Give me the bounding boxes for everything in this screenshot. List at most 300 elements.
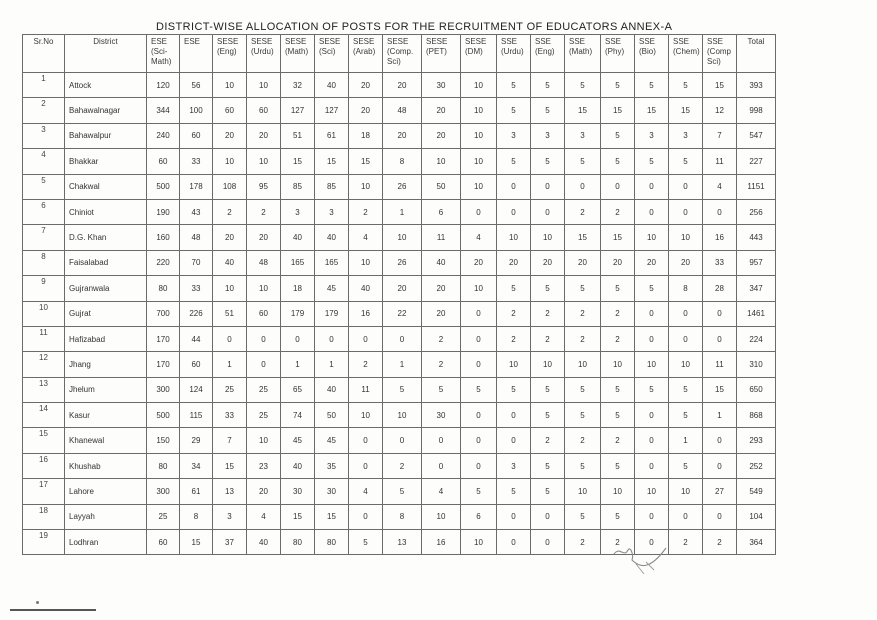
posts-count-cell: 179 (281, 301, 315, 326)
posts-count-cell: 1 (703, 403, 737, 428)
posts-count-cell: 0 (383, 326, 422, 351)
table-row (23, 301, 776, 326)
posts-count-cell: 45 (281, 428, 315, 453)
posts-count-cell: 1 (213, 352, 247, 377)
posts-count-cell: 60 (147, 530, 180, 555)
table-row (23, 123, 776, 148)
posts-count-cell: 85 (315, 174, 349, 199)
posts-count-cell: 5 (497, 276, 531, 301)
posts-count-cell: 0 (461, 428, 497, 453)
posts-count-cell: 10 (461, 174, 497, 199)
posts-count-cell: 15 (601, 225, 635, 250)
posts-count-cell: 0 (461, 301, 497, 326)
column-header: SSE (Chem) (669, 35, 703, 73)
district-name-cell: Attock (65, 73, 147, 98)
district-name-cell: Jhang (65, 352, 147, 377)
posts-count-cell: 0 (497, 428, 531, 453)
posts-count-cell: 5 (531, 73, 565, 98)
posts-count-cell: 20 (383, 123, 422, 148)
posts-count-cell: 20 (601, 250, 635, 275)
posts-count-cell: 10 (635, 225, 669, 250)
posts-count-cell: 0 (635, 428, 669, 453)
posts-count-cell: 5 (497, 73, 531, 98)
posts-count-cell: 0 (703, 504, 737, 529)
posts-count-cell: 10 (213, 149, 247, 174)
posts-count-cell: 300 (147, 479, 180, 504)
posts-count-cell: 45 (315, 276, 349, 301)
column-header: SESE (PET) (422, 35, 461, 73)
posts-count-cell: 10 (349, 250, 383, 275)
posts-count-cell: 2 (383, 453, 422, 478)
posts-count-cell: 10 (422, 149, 461, 174)
column-header: SSE (Phy) (601, 35, 635, 73)
posts-count-cell: 85 (281, 174, 315, 199)
serial-number-cell: 11 (23, 326, 65, 351)
posts-count-cell: 20 (497, 250, 531, 275)
posts-count-cell: 15 (281, 149, 315, 174)
posts-count-cell: 10 (497, 225, 531, 250)
posts-count-cell: 0 (247, 326, 281, 351)
posts-count-cell: 0 (703, 301, 737, 326)
serial-number-cell: 6 (23, 199, 65, 224)
posts-count-cell: 43 (180, 199, 213, 224)
total-cell: 224 (737, 326, 776, 351)
posts-count-cell: 30 (281, 479, 315, 504)
table-row (23, 403, 776, 428)
table-row (23, 504, 776, 529)
posts-count-cell: 10 (669, 479, 703, 504)
posts-count-cell: 60 (147, 149, 180, 174)
posts-count-cell: 5 (635, 377, 669, 402)
posts-count-cell: 2 (669, 530, 703, 555)
total-cell: 393 (737, 73, 776, 98)
table-row (23, 326, 776, 351)
posts-count-cell: 5 (669, 73, 703, 98)
posts-count-cell: 10 (461, 530, 497, 555)
column-header: Total (737, 35, 776, 73)
posts-count-cell: 2 (601, 199, 635, 224)
posts-count-cell: 0 (349, 504, 383, 529)
district-name-cell: Khushab (65, 453, 147, 478)
posts-count-cell: 0 (497, 199, 531, 224)
posts-count-cell: 16 (703, 225, 737, 250)
posts-count-cell: 60 (213, 98, 247, 123)
posts-count-cell: 10 (349, 403, 383, 428)
posts-count-cell: 16 (349, 301, 383, 326)
posts-count-cell: 11 (422, 225, 461, 250)
posts-count-cell: 2 (601, 428, 635, 453)
table-row (23, 73, 776, 98)
posts-count-cell: 10 (461, 123, 497, 148)
posts-count-cell: 10 (461, 276, 497, 301)
district-name-cell: Faisalabad (65, 250, 147, 275)
serial-number-cell: 8 (23, 250, 65, 275)
posts-count-cell: 0 (669, 199, 703, 224)
posts-count-cell: 0 (461, 352, 497, 377)
posts-count-cell: 700 (147, 301, 180, 326)
posts-count-cell: 100 (180, 98, 213, 123)
posts-count-cell: 5 (461, 479, 497, 504)
total-cell: 957 (737, 250, 776, 275)
posts-count-cell: 2 (565, 301, 601, 326)
posts-count-cell: 34 (180, 453, 213, 478)
total-cell: 547 (737, 123, 776, 148)
district-name-cell: Layyah (65, 504, 147, 529)
district-name-cell: Lodhran (65, 530, 147, 555)
total-cell: 252 (737, 453, 776, 478)
posts-count-cell: 60 (247, 98, 281, 123)
posts-count-cell: 2 (601, 326, 635, 351)
total-cell: 256 (737, 199, 776, 224)
posts-count-cell: 70 (180, 250, 213, 275)
posts-count-cell: 0 (669, 326, 703, 351)
posts-count-cell: 5 (601, 149, 635, 174)
handwritten-mark-icon (610, 540, 670, 576)
table-row (23, 225, 776, 250)
table-row (23, 352, 776, 377)
posts-count-cell: 15 (703, 73, 737, 98)
posts-count-cell: 4 (349, 225, 383, 250)
posts-count-cell: 5 (383, 377, 422, 402)
document-title: DISTRICT-WISE ALLOCATION OF POSTS FOR THE RECRUITMENT OF EDUCATORS ANNEX-A (156, 21, 673, 33)
table-row (23, 199, 776, 224)
table-row (23, 250, 776, 275)
posts-count-cell: 10 (213, 73, 247, 98)
posts-count-cell: 74 (281, 403, 315, 428)
posts-count-cell: 30 (422, 403, 461, 428)
serial-number-cell: 3 (23, 123, 65, 148)
posts-count-cell: 5 (601, 403, 635, 428)
posts-count-cell: 10 (635, 352, 669, 377)
posts-count-cell: 5 (531, 403, 565, 428)
posts-count-cell: 80 (315, 530, 349, 555)
posts-count-cell: 2 (601, 530, 635, 555)
posts-count-cell: 25 (247, 377, 281, 402)
posts-count-cell: 0 (703, 428, 737, 453)
posts-count-cell: 160 (147, 225, 180, 250)
column-header: SESE (DM) (461, 35, 497, 73)
posts-count-cell: 2 (531, 326, 565, 351)
posts-count-cell: 11 (349, 377, 383, 402)
column-header: SSE (Bio) (635, 35, 669, 73)
posts-count-cell: 0 (531, 199, 565, 224)
posts-count-cell: 5 (601, 504, 635, 529)
posts-count-cell: 5 (635, 149, 669, 174)
column-header: ESE (Sci-Math) (147, 35, 180, 73)
posts-count-cell: 5 (497, 377, 531, 402)
posts-count-cell: 20 (422, 98, 461, 123)
posts-count-cell: 26 (383, 174, 422, 199)
posts-count-cell: 15 (601, 98, 635, 123)
posts-count-cell: 5 (601, 73, 635, 98)
posts-count-cell: 10 (213, 276, 247, 301)
posts-count-cell: 33 (180, 149, 213, 174)
posts-count-cell: 127 (281, 98, 315, 123)
posts-count-cell: 10 (669, 225, 703, 250)
serial-number-cell: 4 (23, 149, 65, 174)
posts-count-cell: 7 (213, 428, 247, 453)
posts-count-cell: 10 (461, 98, 497, 123)
column-header: SSE (Eng) (531, 35, 565, 73)
posts-count-cell: 20 (461, 250, 497, 275)
posts-count-cell: 29 (180, 428, 213, 453)
posts-count-cell: 2 (565, 428, 601, 453)
posts-count-cell: 5 (601, 453, 635, 478)
posts-count-cell: 10 (531, 225, 565, 250)
posts-count-cell: 45 (315, 428, 349, 453)
posts-count-cell: 11 (703, 149, 737, 174)
posts-count-cell: 0 (383, 428, 422, 453)
posts-count-cell: 3 (315, 199, 349, 224)
posts-count-cell: 2 (601, 301, 635, 326)
posts-count-cell: 0 (531, 174, 565, 199)
posts-count-cell: 5 (531, 453, 565, 478)
district-name-cell: Jhelum (65, 377, 147, 402)
posts-count-cell: 127 (315, 98, 349, 123)
posts-count-cell: 5 (669, 149, 703, 174)
posts-count-cell: 120 (147, 73, 180, 98)
posts-count-cell: 0 (461, 199, 497, 224)
posts-count-cell: 0 (461, 326, 497, 351)
posts-count-cell: 6 (422, 199, 461, 224)
posts-count-cell: 3 (669, 123, 703, 148)
column-header: SESE (Eng) (213, 35, 247, 73)
posts-count-cell: 179 (315, 301, 349, 326)
posts-count-cell: 51 (281, 123, 315, 148)
column-header: SSE (Math) (565, 35, 601, 73)
posts-count-cell: 5 (349, 530, 383, 555)
total-cell: 347 (737, 276, 776, 301)
posts-count-cell: 2 (247, 199, 281, 224)
posts-count-cell: 27 (703, 479, 737, 504)
posts-count-cell: 0 (315, 326, 349, 351)
serial-number-cell: 19 (23, 530, 65, 555)
posts-count-cell: 61 (180, 479, 213, 504)
posts-count-cell: 240 (147, 123, 180, 148)
posts-count-cell: 3 (635, 123, 669, 148)
posts-count-cell: 10 (383, 403, 422, 428)
posts-count-cell: 18 (349, 123, 383, 148)
posts-count-cell: 2 (703, 530, 737, 555)
posts-count-cell: 3 (497, 123, 531, 148)
posts-count-cell: 40 (422, 250, 461, 275)
posts-count-cell: 124 (180, 377, 213, 402)
posts-count-cell: 20 (565, 250, 601, 275)
posts-count-cell: 3 (213, 504, 247, 529)
posts-count-cell: 0 (635, 326, 669, 351)
district-name-cell: Lahore (65, 479, 147, 504)
posts-count-cell: 12 (703, 98, 737, 123)
posts-count-cell: 5 (531, 149, 565, 174)
posts-count-cell: 115 (180, 403, 213, 428)
posts-count-cell: 25 (247, 403, 281, 428)
serial-number-cell: 15 (23, 428, 65, 453)
posts-count-cell: 0 (635, 199, 669, 224)
posts-count-cell: 48 (247, 250, 281, 275)
serial-number-cell: 14 (23, 403, 65, 428)
posts-count-cell: 10 (247, 428, 281, 453)
posts-count-cell: 0 (349, 326, 383, 351)
posts-count-cell: 20 (247, 225, 281, 250)
posts-count-cell: 1 (383, 199, 422, 224)
posts-count-cell: 0 (461, 403, 497, 428)
district-name-cell: Chakwal (65, 174, 147, 199)
serial-number-cell: 9 (23, 276, 65, 301)
table-row (23, 174, 776, 199)
posts-count-cell: 0 (497, 403, 531, 428)
posts-count-cell: 500 (147, 174, 180, 199)
posts-count-cell: 10 (601, 352, 635, 377)
posts-count-cell: 20 (531, 250, 565, 275)
posts-count-cell: 5 (461, 377, 497, 402)
posts-count-cell: 7 (703, 123, 737, 148)
posts-count-cell: 300 (147, 377, 180, 402)
posts-count-cell: 5 (565, 276, 601, 301)
posts-count-cell: 108 (213, 174, 247, 199)
posts-count-cell: 15 (315, 504, 349, 529)
posts-count-cell: 1 (281, 352, 315, 377)
posts-count-cell: 15 (703, 377, 737, 402)
posts-count-cell: 5 (497, 98, 531, 123)
posts-count-cell: 3 (565, 123, 601, 148)
district-name-cell: Kasur (65, 403, 147, 428)
posts-count-cell: 10 (635, 479, 669, 504)
posts-count-cell: 20 (349, 73, 383, 98)
posts-count-cell: 226 (180, 301, 213, 326)
total-cell: 293 (737, 428, 776, 453)
posts-count-cell: 3 (281, 199, 315, 224)
serial-number-cell: 16 (23, 453, 65, 478)
posts-count-cell: 0 (669, 301, 703, 326)
serial-number-cell: 7 (23, 225, 65, 250)
posts-count-cell: 20 (669, 250, 703, 275)
posts-count-cell: 178 (180, 174, 213, 199)
column-header: ESE (180, 35, 213, 73)
posts-count-cell: 0 (669, 504, 703, 529)
posts-count-cell: 40 (349, 276, 383, 301)
posts-count-cell: 35 (315, 453, 349, 478)
posts-count-cell: 4 (422, 479, 461, 504)
posts-count-cell: 0 (349, 428, 383, 453)
table-row (23, 377, 776, 402)
table-row (23, 98, 776, 123)
scan-edge-mark (10, 609, 96, 611)
posts-count-cell: 20 (383, 73, 422, 98)
posts-count-cell: 0 (531, 530, 565, 555)
posts-count-cell: 2 (531, 428, 565, 453)
posts-count-cell: 0 (703, 326, 737, 351)
posts-count-cell: 5 (565, 453, 601, 478)
posts-count-cell: 6 (461, 504, 497, 529)
posts-count-cell: 8 (383, 504, 422, 529)
column-header: Sr.No (23, 35, 65, 73)
posts-count-cell: 5 (497, 479, 531, 504)
total-cell: 998 (737, 98, 776, 123)
posts-count-cell: 5 (565, 377, 601, 402)
posts-count-cell: 15 (349, 149, 383, 174)
posts-count-cell: 15 (281, 504, 315, 529)
posts-count-cell: 10 (461, 149, 497, 174)
posts-count-cell: 5 (497, 149, 531, 174)
posts-count-cell: 2 (213, 199, 247, 224)
posts-count-cell: 33 (703, 250, 737, 275)
serial-number-cell: 13 (23, 377, 65, 402)
posts-count-cell: 0 (349, 453, 383, 478)
posts-count-cell: 10 (247, 149, 281, 174)
posts-count-cell: 165 (281, 250, 315, 275)
posts-count-cell: 1 (383, 352, 422, 377)
serial-number-cell: 10 (23, 301, 65, 326)
posts-count-cell: 0 (422, 453, 461, 478)
posts-count-cell: 8 (383, 149, 422, 174)
posts-count-cell: 0 (565, 174, 601, 199)
posts-count-cell: 20 (349, 98, 383, 123)
posts-count-cell: 23 (247, 453, 281, 478)
district-name-cell: Chiniot (65, 199, 147, 224)
posts-count-cell: 56 (180, 73, 213, 98)
posts-count-cell: 5 (601, 377, 635, 402)
posts-count-cell: 10 (247, 276, 281, 301)
posts-count-cell: 170 (147, 352, 180, 377)
posts-count-cell: 2 (349, 199, 383, 224)
posts-count-cell: 150 (147, 428, 180, 453)
district-name-cell: Gujrat (65, 301, 147, 326)
posts-count-cell: 80 (281, 530, 315, 555)
total-cell: 1461 (737, 301, 776, 326)
posts-count-cell: 0 (601, 174, 635, 199)
posts-count-cell: 50 (422, 174, 461, 199)
posts-count-cell: 13 (213, 479, 247, 504)
posts-count-cell: 170 (147, 326, 180, 351)
column-header: SESE (Urdu) (247, 35, 281, 73)
posts-count-cell: 20 (422, 276, 461, 301)
posts-count-cell: 0 (247, 352, 281, 377)
column-header: SESE (Sci) (315, 35, 349, 73)
posts-count-cell: 2 (422, 352, 461, 377)
posts-count-cell: 165 (315, 250, 349, 275)
table-header-row (23, 35, 776, 73)
posts-count-cell: 0 (703, 453, 737, 478)
posts-count-cell: 20 (247, 479, 281, 504)
posts-count-cell: 20 (422, 123, 461, 148)
posts-count-cell: 50 (315, 403, 349, 428)
total-cell: 650 (737, 377, 776, 402)
posts-count-cell: 40 (281, 225, 315, 250)
posts-count-cell: 1 (315, 352, 349, 377)
posts-count-cell: 0 (703, 199, 737, 224)
column-header: SESE (Comp. Sci) (383, 35, 422, 73)
posts-count-cell: 37 (213, 530, 247, 555)
posts-count-cell: 5 (422, 377, 461, 402)
posts-count-cell: 5 (669, 403, 703, 428)
posts-count-cell: 10 (565, 352, 601, 377)
posts-count-cell: 5 (635, 73, 669, 98)
posts-count-cell: 2 (497, 301, 531, 326)
posts-count-cell: 10 (565, 479, 601, 504)
posts-count-cell: 15 (565, 225, 601, 250)
posts-count-cell: 2 (565, 530, 601, 555)
posts-count-cell: 8 (669, 276, 703, 301)
posts-count-cell: 11 (703, 352, 737, 377)
posts-count-cell: 0 (497, 174, 531, 199)
posts-count-cell: 0 (669, 174, 703, 199)
column-header: SSE (Comp Sci) (703, 35, 737, 73)
posts-count-cell: 10 (669, 352, 703, 377)
posts-count-cell: 15 (635, 98, 669, 123)
posts-count-cell: 61 (315, 123, 349, 148)
posts-count-cell: 33 (180, 276, 213, 301)
serial-number-cell: 18 (23, 504, 65, 529)
